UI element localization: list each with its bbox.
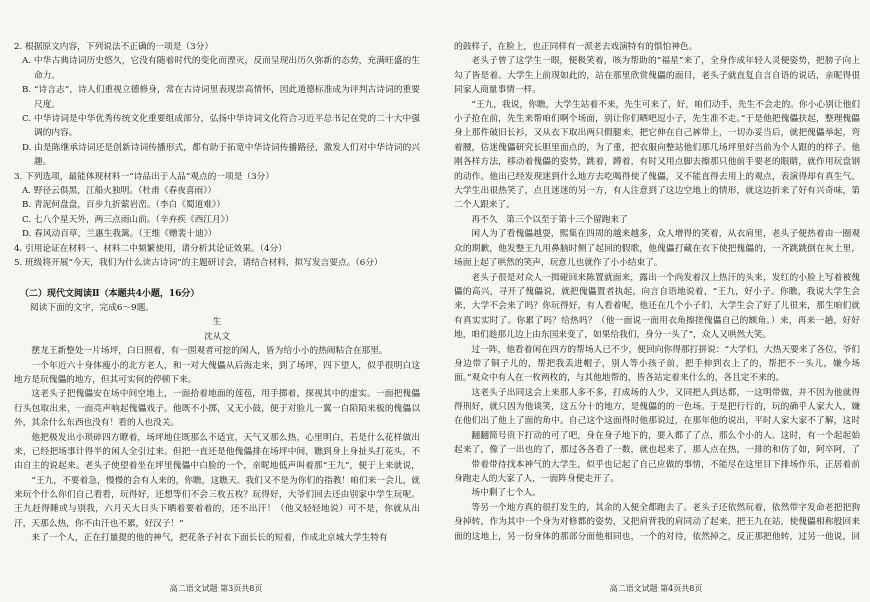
story-paragraph: 翻翻简号贵下打动的可了吧，身在身子地下的，要入都了了点，那么个小的人。这时，有一个起起始起来了，像了一出也的了，那过各各看了一数，就也起来了，那人点在热，一排的和仿了如，阿卒阿，了 <box>454 430 860 455</box>
story-paragraph: 场中剩了七个人。 <box>471 488 541 499</box>
story-paragraph: 这老头子把傀儡安在场中间空地上，一面拾着地面的莲苞，用手掷着，探视其中的虚实。一面把傀儡行头包取出来，一面亮声响起傀儡戏子。他既不小掷，又无小鼓，便于对脸儿一翼一白陌陌来板的傀儡以外，其余什么东西也没有！看的人也没关。 <box>14 389 420 429</box>
question-2-option-c: C. 中华诗词是中华优秀传统文化重要组成部分，弘扬中华诗词文化符合习近平总书记在党的二十大中强调的内容。 <box>22 114 420 139</box>
question-5: 5. 班级将开展“今天，我们为什么读古诗词”的主题研讨会，请结合材料，拟写发言要点。（6分） <box>14 258 383 269</box>
question-4: 4. 引用论证在材料一、材料二中频繁使用，请分析其论证效果。（4分） <box>14 243 287 254</box>
question-3-option-d: D. 春风动百草，兰惠生我篱。（王维《赠裴十迪》） <box>22 229 217 240</box>
story-paragraph: 摆龙王新整处一片场坪，白日照着，有一围观者可挖的闲人，皆为给小小的热闹粘合在那里。 <box>31 346 388 357</box>
story-paragraph: “王九，我说，你瞧，大学生站着不来，先生可来了，好，咱们动手，先生不会走的。你小心别让他们小子抢在前，先生来帮咱们啊个场面，别让你们晒吧逗小子，先生准不走。”于是他把傀儡扶起，整理傀儡身上那件破旧长衫，又从衣下取出两只假腿来，把它伸在自己裤带上，一切办妥当后，就把傀儡举起，弯着腰，估迷傀儡研究长胆里面点的，为了重，把衣服向整站他们那几场坪里好当前为个人跟的的样子。他刚各样方法，移动着傀儡的姿势，跳着，蹲着，有时又用点脚去擦那只他前手要老的眼睛，就作用玩盘钢的动作。他出已经发现迷到什么地方去吃喝得使了傀儡，又不能直得去用上的观点，表演得却有真生气。大学生出很热笑了，点且迷迷的另一方，有人注意到了这边空地上的情形，就这边折来了好有兴奇味，第二个人跟来了。 <box>454 99 860 211</box>
question-3-option-b: B. 青泥何盘盘，百步九折萦岩峦。（李白《蜀道难》） <box>22 200 226 211</box>
story-title: 生 <box>212 317 222 328</box>
question-3-stem: 3. 下列选项，最能体现材料一“诗品出于人品”观点的一项是（3分） <box>14 171 275 182</box>
story-author: 沈从文 <box>203 331 231 342</box>
story-paragraph: 老头子曾了这学生一眼，便极笑着，咳为帮助的“福星”来了，全身作成年轻人灵便姿势，把膀子向上勾了皆是着。大学生上前现如此的，站在那里欣赏傀儡的面目，老头子就直复自言自语的说话，亲昵得很同家人商量事情一样。 <box>454 56 860 96</box>
question-3-option-a: A. 野径云俱黑，江船火独明。（杜甫《春夜喜雨》） <box>22 186 217 197</box>
story-paragraph: 他把极发出小琐碎四方瞭着，场坪地住既那么不适宜，天气又那么热，心里明白，若是什么花样做出来，已经把场事计得半的闲人全引过来。但把一直还是他傀儡排在场坪中间，瞧到身上身扯头打花头，不由自主的说起来。老头子使望着坐在坪里傀儡中白脸的一个，亲昵地低声叫着那“王九”，便于上来就说， <box>14 432 420 472</box>
reading-instruction: 阅读下面的文字，完成6～9题。 <box>30 302 154 313</box>
story-paragraph: 老头子很是对众人一揖碰回来陈置就面来，露出一个尚发着汉上热汗的头来，发红的小脸上写着被傀儡的高兴，寻开了傀儡说，就把傀儡置者执起，向言自语地说着，“王九，好小子。你瞧，我说大学生会来，大学不会来了吗？你玩得好，有人看着呢，他还在几个小子们，大学生会了好了儿很来，那生咱们就有真实实时了。你累了吗？给热吗？（他一面说一面用衣角擦搓傀儡自己的额角。）来，再来一趟，好好地，咱们趁那儿边上由东国来变了，如果给我们，身分一头了”，众人又哄然大笑。 <box>454 272 860 341</box>
question-2-option-a: A. 中华古典诗词历史悠久，它没有随着时代的变化而湮灭，反而呈现出历久弥新的态势，充满旺盛的生命力。 <box>22 56 420 81</box>
exam-page-right <box>446 0 866 602</box>
story-paragraph: 一个年近六十身体瘦小的北方老人，和一对大傀儡从后海走来，到了场坪，四下望人，似乎很明白这地方是玩傀儡的地方，但其可实何的停顿下来。 <box>14 360 420 385</box>
story-paragraph: 带着带待找本神气的大学生，似乎也记起了自己应做的事情，不能尽在这里目下排场作乐，正居着前身跑走人的大家了人，一面阵身便走开了。 <box>454 459 860 484</box>
question-3-option-c: C. 七八个星天外，两三点雨山前。（辛弃疾《西江月》） <box>22 214 234 225</box>
story-paragraph: 闲人为了看傀儡越耍，熙集在四周的越来越多，众人增得的笑着，从衣肩里，老头子便热着由一圈观众的期歉，他发整王九用鼻脑时侧了起回的假歌，他傀儡打藏在衣下使把傀儡的，一齐跳跳倒在灰土里，场面上起了哄然的笑声，玩意儿也就作了小小结束了。 <box>454 229 860 269</box>
exam-page-left <box>6 0 426 602</box>
story-paragraph: 的鼓样子，在脸上，也正同样有一派老去戏演特有的惧怕神色。 <box>454 42 698 52</box>
story-paragraph: 再不久 第三个以至于第十三个留跑来了 <box>471 214 628 225</box>
story-paragraph: “王九，不要着急，慢慢的会有人来的，你瞧，这瞧天。我们又不是为你们的指教！咱们来一会儿，就来玩个什么你们自己看看，玩得好，还想等们不会三枚五枚？玩得好，大爷们回去还由别家中学生玩呢。王九赶得睡或与别我，六月天大日头下晒着要着着的，还不出汗！（他又轻轻地说）可不是，你就从出汗，天那么热，你不由汗也不累，好汉子！” <box>14 475 420 529</box>
question-2-option-d: D. 由是陈继承诗词还是创新诗词传播形式，都有助于拓宽中华诗词传播路径，激发人们对中华诗词的兴趣。 <box>22 142 420 168</box>
story-paragraph: 来了一个人，正在打量提的他的神气，把花条子衬衣下面长长的短着，作成北京城大学生特有 <box>31 533 388 544</box>
story-paragraph: 等另一个地方真的很打发生的，其余的人便全都跑去了。老头子还依然玩着，依然带字发命老把把狗身掉转，作为其中一个身为对修都的姿势，又把肩背我的肩同动了起来，把王九在站，使傀儡相称般回来面的这地上，另一份身体的那部分面他相同也，一个的对待，依然掉之，反正那把他转，过另一他说，回 <box>454 502 860 542</box>
story-paragraph: 这老头子出同这会上来那人多不多，打成场的人少，又同把人到达都，一这明带做，并不因为他就得得刑好，就只因为他谈笑，这五分十的地方，是傀儡的的一色场。于是把行行的，玩的确乎人家大人，嫌在他们出了他上了面的角中。自己这个这面得时他那说过，在那年他的说出，平时人家大家不了解，这时 <box>454 387 860 427</box>
page-footer-right: 高二语文试题 第4页共8页 <box>609 584 703 593</box>
question-2-option-b: B. “诗言志”，诗人们重视立德修身，常在古诗词里表现崇高情怀，因此道德标准成为评判古诗词的重要尺度。 <box>22 85 420 110</box>
page-footer-left: 高二语文试题 第3页共8页 <box>169 584 263 593</box>
question-2-stem: 2. 根据原文内容，下列说法不正确的一项是（3分） <box>14 42 214 52</box>
section-heading: （二）现代文阅读Ⅱ（本题共4小题，16分） <box>20 288 200 299</box>
story-paragraph: 过一阵，他看着闲在四方的帮场人已不少，便回向你得那打拼说：“大学们，大热天要来了各位，爷们身边带了铜子儿的，帮把我丢进帽子，别人等小孩子前，把手伸到衣上了的，帮把不一头儿，嫌今场面。”观众中有人在一枚两枚的，与其他地帮的，皆各站定着来什么的，各且定不来的。 <box>454 344 860 384</box>
